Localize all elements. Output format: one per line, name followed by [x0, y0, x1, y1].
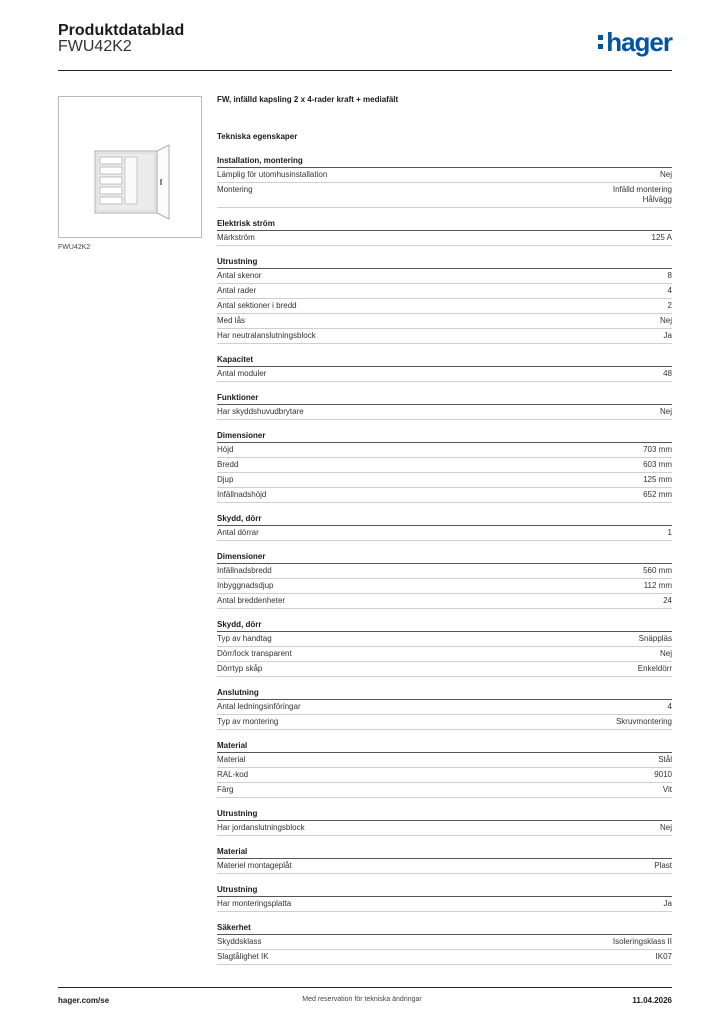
section-title: Kapacitet: [217, 354, 672, 367]
spec-row: [217, 579, 672, 594]
spec-section: [217, 155, 672, 208]
spec-row: [217, 768, 672, 783]
spec-value: Vit: [662, 785, 672, 794]
spec-content: [217, 95, 672, 975]
section-title: Utrustning: [217, 808, 672, 821]
spec-label: Djup: [217, 475, 234, 484]
spec-value: 1: [667, 528, 672, 537]
spec-row: [217, 526, 672, 541]
spec-value: Nej: [659, 170, 672, 179]
spec-section: [217, 808, 672, 836]
footer-disclaimer: Med reservation för tekniska ändringar: [302, 996, 422, 1003]
spec-section: [217, 922, 672, 965]
spec-row: [217, 405, 672, 420]
spec-label: Dörr/lock transparent: [217, 649, 292, 658]
spec-label: Märkström: [217, 233, 255, 242]
spec-value: 4: [667, 702, 672, 711]
spec-sections: [217, 155, 672, 965]
footer-date: 11.04.2026: [632, 996, 672, 1005]
spec-label: Montering: [217, 185, 253, 194]
spec-row: [217, 700, 672, 715]
section-title: Elektrisk ström: [217, 218, 672, 231]
section-title: Material: [217, 846, 672, 859]
spec-label: Har skyddshuvudbrytare: [217, 407, 304, 416]
spec-value: Isoleringsklass II: [612, 937, 672, 946]
spec-value: 24: [663, 596, 672, 605]
spec-section: [217, 846, 672, 874]
spec-row: [217, 564, 672, 579]
section-title: Material: [217, 740, 672, 753]
hager-logo: [598, 28, 672, 56]
spec-value: 48: [663, 369, 672, 378]
spec-row: [217, 168, 672, 183]
spec-row: [217, 473, 672, 488]
spec-row: [217, 950, 672, 965]
spec-row: [217, 367, 672, 382]
spec-label: Lämplig för utomhusinstallation: [217, 170, 328, 179]
spec-section: [217, 884, 672, 912]
spec-section: [217, 513, 672, 541]
product-code: FWU42K2: [58, 38, 132, 55]
spec-value: 560 mm: [643, 566, 672, 575]
spec-value: 125 mm: [643, 475, 672, 484]
header-divider: [58, 70, 672, 71]
spec-label: Har jordanslutningsblock: [217, 823, 305, 832]
spec-section: [217, 256, 672, 344]
spec-value: Nej: [659, 407, 672, 416]
spec-label: Antal rader: [217, 286, 257, 295]
spec-row: [217, 488, 672, 503]
product-image: [58, 96, 202, 238]
logo-dots-icon: [598, 35, 603, 49]
spec-row: [217, 715, 672, 730]
section-title: Installation, montering: [217, 155, 672, 168]
spec-row: [217, 314, 672, 329]
image-caption: FWU42K2: [58, 244, 91, 251]
section-title: Skydd, dörr: [217, 513, 672, 526]
spec-label: Antal sektioner i bredd: [217, 301, 297, 310]
spec-value: 603 mm: [643, 460, 672, 469]
spec-value: 703 mm: [643, 445, 672, 454]
spec-label: Bredd: [217, 460, 239, 469]
spec-row: [217, 647, 672, 662]
spec-row: [217, 183, 672, 208]
spec-value: Enkeldörr: [637, 664, 672, 673]
enclosure-icon: [59, 97, 201, 237]
spec-row: [217, 299, 672, 314]
spec-row: [217, 859, 672, 874]
spec-value: Nej: [659, 316, 672, 325]
section-title: Dimensioner: [217, 430, 672, 443]
spec-label: Inbyggnadsdjup: [217, 581, 274, 590]
logo-text: hager: [606, 27, 672, 57]
spec-section: [217, 430, 672, 503]
footer-website: hager.com/se: [58, 996, 110, 1005]
spec-row: [217, 269, 672, 284]
spec-row: [217, 284, 672, 299]
spec-label: Antal dörrar: [217, 528, 259, 537]
spec-label: RAL-kod: [217, 770, 249, 779]
spec-row: [217, 458, 672, 473]
page-title: Produktdatablad: [58, 22, 185, 39]
spec-label: Dörrtyp skåp: [217, 664, 263, 673]
section-title: Utrustning: [217, 256, 672, 269]
spec-value: Skruvmontering: [615, 717, 672, 726]
spec-label: Materiel montageplåt: [217, 861, 292, 870]
footer-divider: [58, 987, 672, 988]
spec-value: Nej: [659, 649, 672, 658]
spec-value: 652 mm: [643, 490, 672, 499]
spec-value: 2: [667, 301, 672, 310]
spec-label: Antal ledningsinföringar: [217, 702, 301, 711]
spec-label: Infällnadsbredd: [217, 566, 272, 575]
spec-row: [217, 783, 672, 798]
tech-heading: Tekniska egenskaper: [217, 132, 298, 141]
spec-section: [217, 551, 672, 609]
spec-label: Infällnadshöjd: [217, 490, 267, 499]
spec-value: 8: [667, 271, 672, 280]
spec-section: [217, 740, 672, 798]
spec-label: Har monteringsplatta: [217, 899, 292, 908]
spec-value: IK07: [655, 952, 672, 961]
spec-value: Infälld montering Hålvägg: [612, 185, 672, 204]
spec-value: 125 A: [651, 233, 672, 242]
spec-label: Har neutralanslutningsblock: [217, 331, 316, 340]
spec-label: Antal breddenheter: [217, 596, 286, 605]
spec-value: Snäppläs: [638, 634, 672, 643]
spec-label: Höjd: [217, 445, 234, 454]
spec-row: [217, 662, 672, 677]
section-title: Anslutning: [217, 687, 672, 700]
spec-label: Antal skenor: [217, 271, 262, 280]
spec-value: Nej: [659, 823, 672, 832]
spec-value: Stål: [658, 755, 672, 764]
spec-section: [217, 354, 672, 382]
section-title: Skydd, dörr: [217, 619, 672, 632]
product-description: FW, infälld kapsling 2 x 4-rader kraft + mediafält: [217, 95, 399, 104]
spec-section: [217, 619, 672, 677]
spec-label: Typ av montering: [217, 717, 279, 726]
spec-value: Plast: [654, 861, 672, 870]
spec-label: Färg: [217, 785, 234, 794]
section-title: Säkerhet: [217, 922, 672, 935]
spec-value: 4: [667, 286, 672, 295]
spec-label: Med lås: [217, 316, 246, 325]
section-title: Utrustning: [217, 884, 672, 897]
spec-label: Material: [217, 755, 246, 764]
spec-row: [217, 935, 672, 950]
spec-section: [217, 687, 672, 730]
spec-row: [217, 231, 672, 246]
spec-value: 9010: [654, 770, 672, 779]
spec-section: [217, 392, 672, 420]
spec-value: 112 mm: [643, 581, 672, 590]
spec-label: Antal moduler: [217, 369, 267, 378]
spec-value: Ja: [663, 899, 672, 908]
spec-label: Typ av handtag: [217, 634, 272, 643]
spec-row: [217, 329, 672, 344]
spec-row: [217, 753, 672, 768]
section-title: Funktioner: [217, 392, 672, 405]
spec-section: [217, 218, 672, 246]
section-title: Dimensioner: [217, 551, 672, 564]
spec-row: [217, 821, 672, 836]
spec-value: Ja: [663, 331, 672, 340]
spec-row: [217, 594, 672, 609]
spec-label: Slagtålighet IK: [217, 952, 269, 961]
spec-row: [217, 443, 672, 458]
spec-row: [217, 632, 672, 647]
spec-label: Skyddsklass: [217, 937, 262, 946]
spec-row: [217, 897, 672, 912]
